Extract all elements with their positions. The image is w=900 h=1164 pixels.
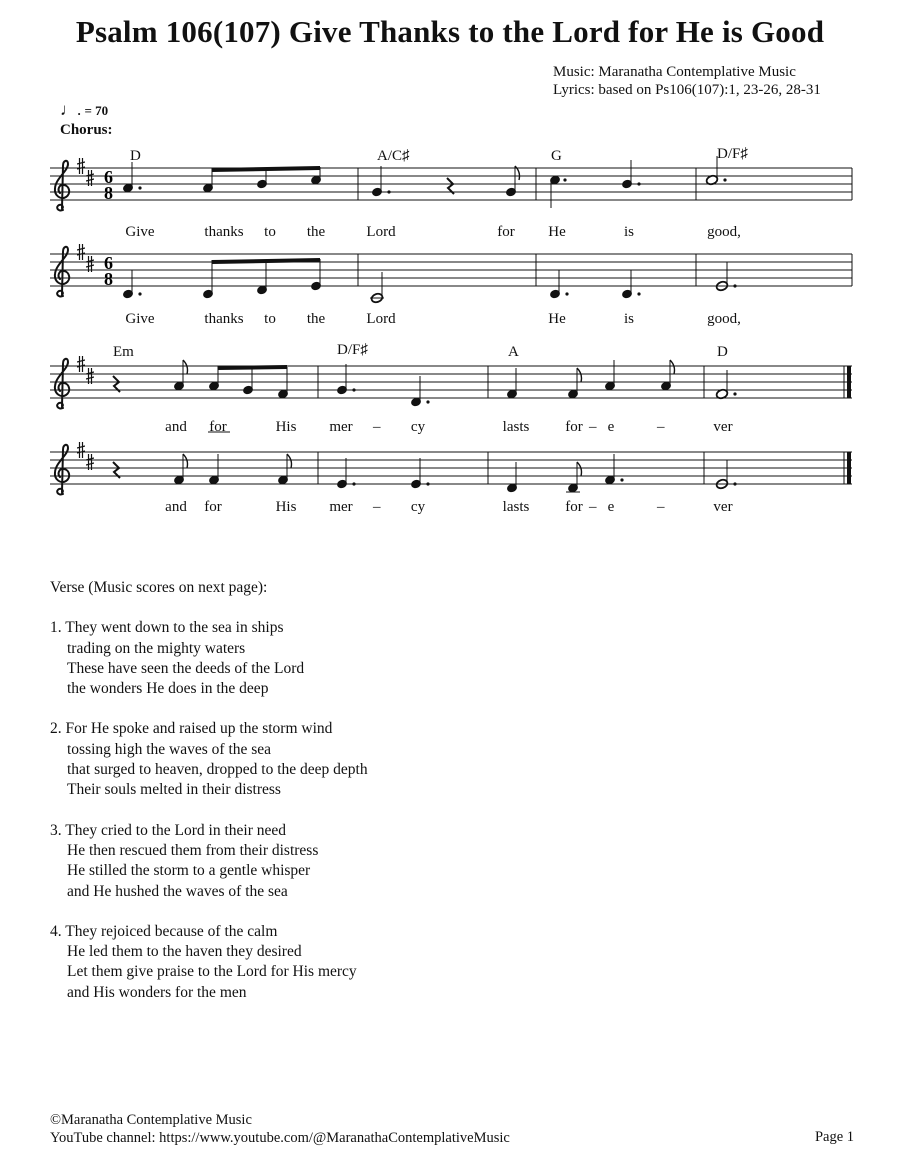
lyric-syllable: to bbox=[264, 311, 276, 327]
verse-line: tossing high the waves of the sea bbox=[67, 740, 272, 758]
lyric-syllable: He bbox=[548, 311, 566, 327]
tempo-value: = 70 bbox=[84, 103, 109, 118]
lyric-syllable: to bbox=[264, 224, 276, 240]
lyric-syllable: mer bbox=[329, 499, 353, 515]
lyric-syllable: and bbox=[165, 419, 187, 435]
lyric-hyphen: – bbox=[589, 499, 597, 515]
verses-heading: Verse (Music scores on next page): bbox=[50, 579, 268, 596]
lyric-syllable: good, bbox=[707, 311, 741, 327]
lyric-syllable: lasts bbox=[502, 419, 530, 435]
verse-line: 4. They rejoiced because of the calm bbox=[50, 922, 278, 940]
lyric-syllable: Give bbox=[125, 224, 155, 240]
page-number: Page 1 bbox=[814, 1129, 854, 1145]
chord-symbol: D bbox=[130, 148, 141, 164]
lyric-syllable: is bbox=[623, 311, 635, 327]
sharp-icon bbox=[77, 356, 85, 372]
lyric-syllable: cy bbox=[410, 419, 426, 435]
lyric-syllable: Give bbox=[125, 311, 155, 327]
sharp-icon bbox=[77, 442, 85, 458]
sharp-icon bbox=[77, 244, 85, 260]
time-sig-bottom: 8 bbox=[104, 269, 113, 289]
staff-3 bbox=[50, 356, 852, 408]
lyric-syllable: good, bbox=[707, 224, 741, 240]
staff-4 bbox=[50, 442, 852, 494]
lyric-syllable: ver bbox=[713, 499, 733, 515]
verse-line: that surged to heaven, dropped to the deep depth bbox=[67, 761, 368, 779]
lyric-syllable: for bbox=[497, 224, 515, 240]
lyric-syllable: His bbox=[275, 419, 297, 435]
time-sig-top: 6 bbox=[104, 167, 113, 187]
page-title: Psalm 106(107) Give Thanks to the Lord for He is Good bbox=[75, 14, 825, 49]
staff-2 bbox=[50, 244, 852, 304]
lyrics-credit: Lyrics: based on Ps106(107):1, 23-26, 28-31 bbox=[553, 82, 821, 98]
time-sig-bottom: 8 bbox=[104, 183, 113, 203]
footer bbox=[50, 1111, 510, 1147]
lyric-syllable: e bbox=[607, 499, 615, 515]
verse-4 bbox=[50, 922, 870, 1003]
verse-line: trading on the mighty waters bbox=[67, 639, 246, 657]
lyric-syllable: His bbox=[275, 499, 297, 515]
lyric-syllable: for bbox=[565, 499, 583, 515]
chord-symbol: A/C♯ bbox=[377, 148, 410, 164]
lyric-syllable: e bbox=[607, 419, 615, 435]
section-label: Chorus: bbox=[60, 122, 113, 138]
verse-line: He then rescued them from their distress bbox=[67, 841, 319, 859]
lyric-syllable: thanks bbox=[204, 311, 244, 327]
copyright-text: ©Maranatha Contemplative Music bbox=[50, 1112, 252, 1128]
chord-symbol: G bbox=[551, 148, 562, 164]
verse-line: Let them give praise to the Lord for His mercy bbox=[67, 963, 357, 981]
lyric-syllable: lasts bbox=[502, 499, 530, 515]
verse-line: 3. They cried to the Lord in their need bbox=[50, 821, 287, 839]
youtube-channel-link[interactable]: YouTube channel: https://www.youtube.com/@MaranathaContemplativeMusic bbox=[50, 1130, 510, 1146]
lyric-syllable: mer bbox=[329, 419, 353, 435]
verse-3 bbox=[50, 821, 870, 902]
lyric-syllable: for bbox=[209, 419, 227, 435]
lyric-syllable: He bbox=[548, 224, 566, 240]
lyric-syllable: thanks bbox=[204, 224, 244, 240]
lyric-syllable: Lord bbox=[366, 311, 396, 327]
dotted-quarter-note-icon: ♩. bbox=[60, 100, 82, 119]
time-sig-top: 6 bbox=[104, 253, 113, 273]
lyric-syllable: the bbox=[306, 311, 326, 327]
verse-2 bbox=[50, 719, 870, 800]
lyric-syllable: Lord bbox=[366, 224, 396, 240]
lyric-syllable: is bbox=[623, 224, 635, 240]
verse-line: and He hushed the waves of the sea bbox=[67, 882, 288, 900]
verse-1 bbox=[50, 618, 870, 699]
lyric-hyphen: – bbox=[589, 419, 597, 435]
staff-1 bbox=[50, 156, 852, 210]
lyric-syllable: ver bbox=[713, 419, 733, 435]
lyric-hyphen: – bbox=[657, 499, 665, 515]
verses-section bbox=[50, 578, 870, 1023]
verse-line: and His wonders for the men bbox=[67, 983, 247, 1001]
lyric-syllable: the bbox=[306, 224, 326, 240]
verse-line: 1. They went down to the sea in ships bbox=[50, 619, 284, 637]
chord-symbol: D/F♯ bbox=[717, 146, 748, 162]
verse-line: 2. For He spoke and raised up the storm wind bbox=[50, 720, 333, 738]
lyric-hyphen: – bbox=[657, 419, 665, 435]
verse-line: the wonders He does in the deep bbox=[67, 680, 269, 698]
chord-symbol: A bbox=[508, 344, 519, 360]
verse-line: Their souls melted in their distress bbox=[67, 781, 281, 799]
sharp-icon bbox=[77, 158, 85, 174]
chord-symbol: D bbox=[717, 344, 728, 360]
chord-symbol: Em bbox=[113, 344, 134, 360]
music-score bbox=[0, 0, 900, 560]
chord-symbol: D/F♯ bbox=[337, 342, 368, 358]
lyric-hyphen: – bbox=[373, 499, 381, 515]
verse-line: He stilled the storm to a gentle whisper bbox=[67, 862, 311, 880]
lyric-hyphen: – bbox=[373, 419, 381, 435]
verse-line: He led them to the haven they desired bbox=[67, 943, 302, 961]
verse-line: These have seen the deeds of the Lord bbox=[67, 659, 305, 677]
lyric-syllable: and bbox=[165, 499, 187, 515]
music-credit: Music: Maranatha Contemplative Music bbox=[553, 64, 796, 80]
lyric-syllable: for bbox=[565, 419, 583, 435]
lyric-syllable: cy bbox=[410, 499, 426, 515]
lyric-syllable: for bbox=[204, 499, 222, 515]
